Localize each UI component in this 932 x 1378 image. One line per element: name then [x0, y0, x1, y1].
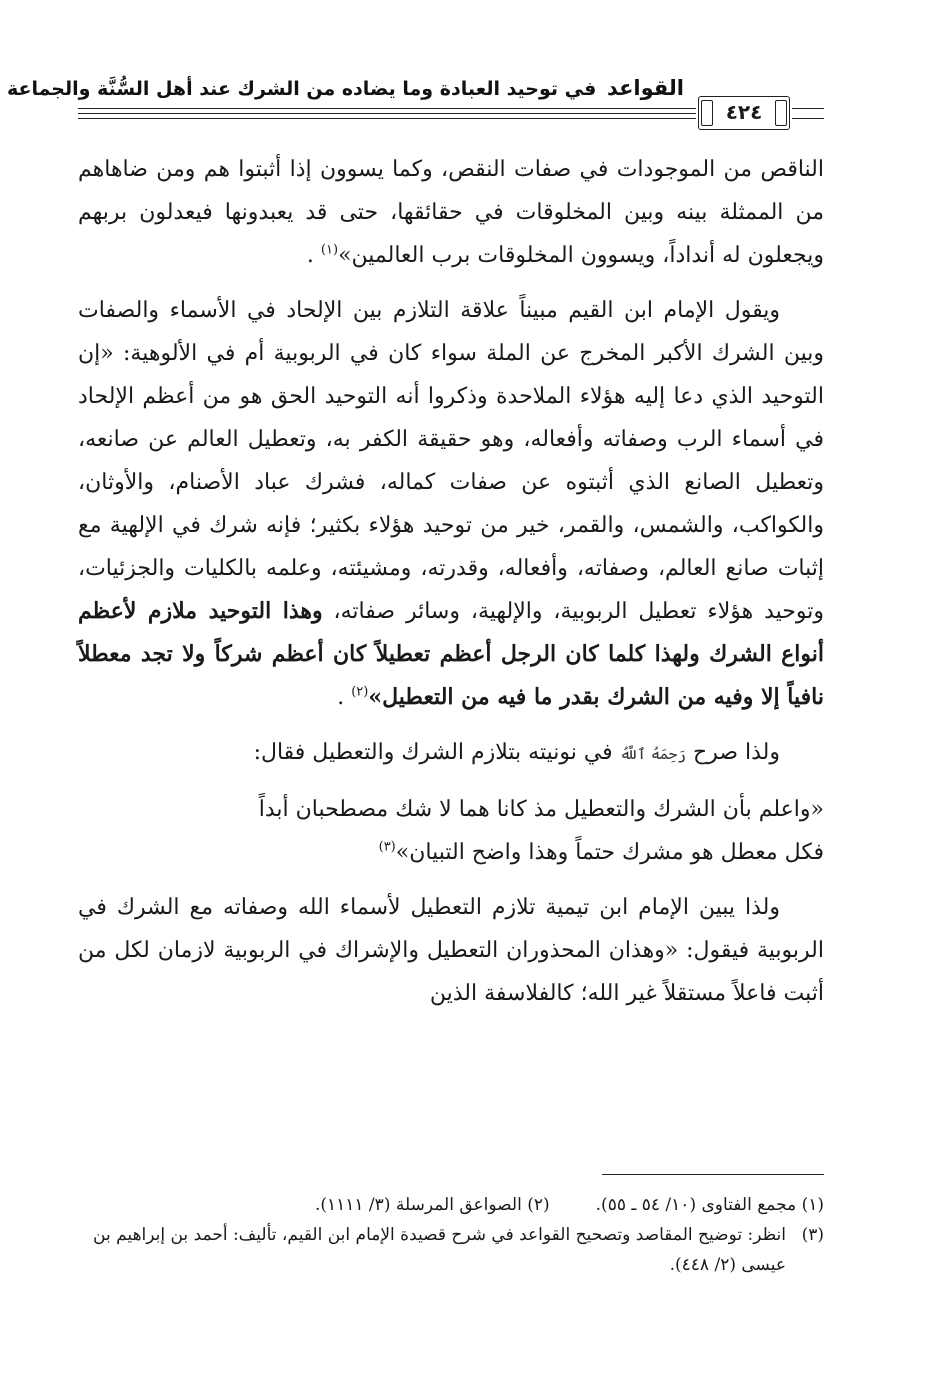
footnote-number: (٣) — [801, 1225, 824, 1245]
paragraph-4-text: ولذا يبين الإمام ابن تيمية تلازم التعطيل لأسماء الله وصفاته مع الشرك في الربوبية فيقول: «وهذان المحذوران التعطيل والإشراك في الربوبية لازمان لكل من أثبت فاعلاً مستقلاً غير الله؛ كالفلاسفة الذين — [78, 895, 824, 1006]
footnote-1 — [596, 1190, 824, 1220]
footnotes — [78, 1190, 824, 1280]
running-header — [6, 72, 824, 132]
footnote-row — [78, 1190, 824, 1220]
paragraph-2 — [78, 289, 824, 719]
poem-verse-2 — [78, 831, 824, 874]
header-title-brand: القواعد — [606, 76, 684, 100]
paragraph-1-text: الناقص من الموجودات في صفات النقص، وكما يسوون إذا أثبتوا هم ومن ضاهاهم من الممثلة بينه وبين المخلوقات في حقائقها، حتى قد يعبدونها فيعدلون بربهم ويجعلون له أنداداً، ويسوون المخلوقات برب العالمين» — [78, 157, 824, 268]
body-text — [78, 148, 824, 1015]
header-rule — [78, 113, 696, 114]
poem-verse-1-text: «واعلم بأن الشرك والتعطيل مذ كانا هما لا شك مصطحبان أبداً — [258, 797, 824, 822]
header-title — [7, 76, 684, 100]
footnote-2 — [315, 1190, 550, 1220]
poem-verse-2-text: فكل معطل هو مشرك حتماً وهذا واضح التبيان» — [395, 840, 824, 865]
paragraph-2-bold-text: وهذا التوحيد ملازم لأعظم أنواع الشرك ولهذا كلما كان الرجل أعظم تعطيلاً كان أعظم شركاً ولا تجد معطلاً نافياً إلا وفيه من الشرك بقدر ما فيه من التعطيل» — [78, 598, 824, 710]
paragraph-3-text-after: في نونيته بتلازم الشرك والتعطيل فقال: — [253, 740, 620, 765]
footnote-ref-1[interactable]: (١) — [320, 242, 339, 258]
paragraph-2-text: ويقول الإمام ابن القيم مبيناً علاقة التلازم بين الإلحاد في الأسماء والصفات وبين الشرك الأكبر المخرج عن الملة سواء كان في الربوبية أم في الألوهية: «إن التوحيد الذي دعا إليه هؤلاء الملاحدة وذكروا أنه التوحيد الحق هو من أعظم الإلحاد في أسماء الرب وصفاته وأفعاله، وهو حقيقة الكفر به، وتعطيل العالم عن صانعه، وتعطيل الصانع الذي أثبتوه عن صفات كماله، فشرك عباد الأصنام، والأوثان، والكواكب، والشمس، والقمر، خير من توحيد هؤلاء بكثير؛ فإنه شرك في الإلهية مع إثبات صانع العالم، وصفاته، وأفعاله، وقدرته، ومشيئته، وعلمه بالكليات والجزئيات، وتوحيد هؤلاء تعطيل الربوبية، والإلهية، وسائر صفاته، — [78, 298, 824, 624]
footnote-ref-3[interactable]: (٣) — [378, 839, 396, 855]
paragraph-4 — [78, 886, 824, 1015]
header-rule — [792, 108, 824, 109]
paragraph-2-end: . — [337, 685, 352, 710]
poem-verse-1 — [78, 788, 824, 831]
paragraph-1 — [78, 148, 824, 277]
paragraph-1-end: . — [306, 243, 321, 268]
footnote-3 — [78, 1220, 824, 1280]
honorific-glyph: رَحِمَهُ ٱللَّهُ — [619, 745, 686, 763]
paragraph-3 — [78, 731, 824, 776]
page-number: ٤٢٤ — [725, 100, 763, 124]
footnote-number: (٢) — [527, 1195, 550, 1215]
footnote-text: انظر: توضيح المقاصد وتصحيح القواعد في شرح قصيدة الإمام ابن القيم، تأليف: أحمد بن إبراهيم بن عيسى (٢/ ٤٤٨). — [93, 1225, 786, 1275]
header-title-text: في توحيد العبادة وما يضاده من الشرك عند أهل السُّنَّة والجماعة — [6, 78, 597, 100]
footnote-ref-2[interactable]: (٢) — [351, 684, 369, 700]
footnote-separator — [602, 1174, 824, 1175]
footnote-text: مجمع الفتاوى (١٠/ ٥٤ ـ ٥٥). — [595, 1195, 797, 1215]
paragraph-3-text-before: ولذا صرح — [686, 740, 780, 765]
footnote-number: (١) — [801, 1195, 824, 1215]
header-rule — [78, 118, 696, 119]
footnote-text: الصواعق المرسلة (٣/ ١١١١). — [314, 1195, 522, 1215]
page-number-frame — [698, 96, 790, 130]
header-rule — [78, 108, 696, 109]
header-rule — [792, 118, 824, 119]
